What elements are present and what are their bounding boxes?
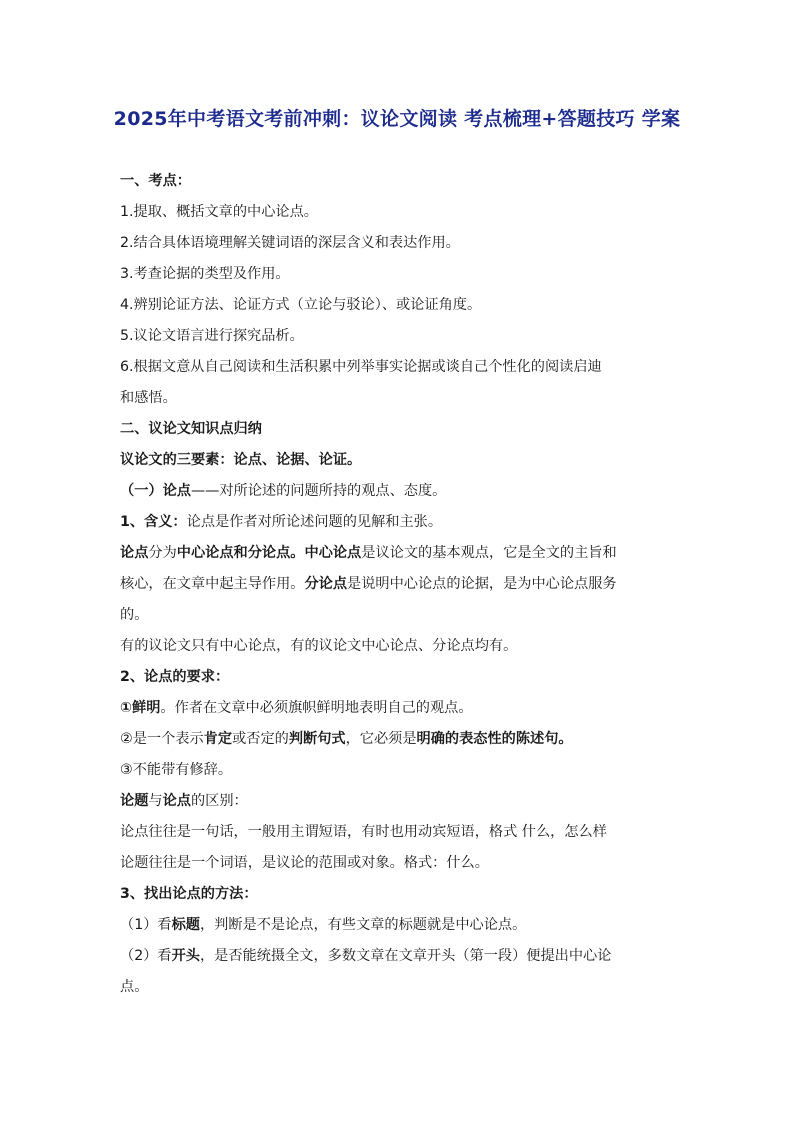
paragraph-line (120, 538, 680, 569)
subsection-line (120, 476, 680, 507)
method-item (120, 910, 680, 941)
bold-term: 中心论点和分论点。 (176, 545, 305, 561)
paragraph-line: 有的议论文只有中心论点，有的议论文中心论点、分论点均有。 (120, 638, 518, 654)
text-run: 是议论文的基本观点，它是全文的主旨和 (361, 545, 617, 561)
list-item-continuation: 和感悟。 (120, 390, 177, 406)
bold-term: 肯定 (203, 731, 233, 747)
bold-term: 标题 (171, 917, 200, 933)
section-heading: 一、考点： (120, 173, 191, 189)
paragraph-line: 论点往往是一句话，一般用主谓短语，有时也用动宾短语，格式 什么，怎么样 (120, 824, 607, 840)
list-item: 2.结合具体语境理解关键词语的深层含义和表达作用。 (120, 235, 460, 251)
bold-term: 中心论点 (304, 545, 362, 561)
subsection-label: （一）论点 (120, 483, 191, 499)
paragraph-line: 的。 (120, 607, 149, 623)
list-item: 4.辨别论证方法、论证方式（立论与驳论）、或论证角度。 (120, 297, 482, 313)
method-item (120, 941, 680, 972)
list-item: 6.根据文意从自己阅读和生活积累中列举事实论据或谈自己个性化的阅读启迪 (120, 359, 602, 375)
text-run: ，是否能统摄全文，多数文章在文章开头（第一段）便提出中心论 (199, 948, 612, 964)
text-run: 分为 (148, 545, 177, 561)
list-item: 3.考查论据的类型及作用。 (120, 266, 290, 282)
bold-term: 明确的表态性的陈述句。 (416, 731, 573, 747)
text-run: ，它必须是 (345, 731, 417, 747)
definition-label: 1、含义： (120, 514, 187, 530)
list-item: 1.提取、概括文章的中心论点。 (120, 204, 318, 220)
bold-term: 判断句式 (288, 731, 346, 747)
bold-term: ①鲜明 (120, 700, 161, 716)
bold-term: 论题 (120, 793, 149, 809)
definition-text: 论点是作者对所论述问题的见解和主张。 (186, 514, 443, 530)
bold-term: 分论点 (304, 576, 348, 592)
bold-term: 论点 (162, 793, 191, 809)
text-run: （2）看 (120, 948, 172, 964)
text-run: 或否定的 (232, 731, 289, 747)
text-run: 核心，在文章中起主导作用。 (120, 576, 305, 592)
text-run: ，判断是不是论点，有些文章的标题就是中心论点。 (199, 917, 527, 933)
section-heading: 二、议论文知识点归纳 (120, 421, 262, 437)
paragraph-line (120, 569, 680, 600)
text-run: 与 (148, 793, 163, 809)
method-heading: 3、找出论点的方法： (120, 886, 258, 902)
document-body (120, 166, 680, 1003)
list-item: 5.议论文语言进行探究品析。 (120, 328, 304, 344)
text-run: 。作者在文章中必须旗帜鲜明地表明自己的观点。 (160, 700, 473, 716)
subsection-text: ——对所论述的问题所持的观点、态度。 (190, 483, 447, 499)
difference-heading (120, 786, 680, 817)
text-run: 的区别： (190, 793, 248, 809)
method-item-continuation: 点。 (120, 979, 149, 995)
definition-line (120, 507, 680, 538)
document-title: 2025年中考语文考前冲刺：议论文阅读 考点梳理+答题技巧 学案 (113, 108, 681, 130)
three-elements-line: 议论文的三要素：论点、论据、论证。 (120, 452, 362, 468)
requirement-item (120, 724, 680, 755)
requirements-heading: 2、论点的要求： (120, 669, 230, 685)
text-run: 是说明中心论点的论据，是为中心论点服务 (347, 576, 617, 592)
requirement-item: ③不能带有修辞。 (120, 762, 233, 778)
paragraph-line: 论题往往是一个词语，是议论的范围或对象。格式：什么。 (120, 855, 489, 871)
text-run: ②是一个表示 (120, 731, 204, 747)
text-run: （1）看 (120, 917, 172, 933)
requirement-item (120, 693, 680, 724)
bold-term: 论点 (120, 545, 149, 561)
bold-term: 开头 (171, 948, 200, 964)
